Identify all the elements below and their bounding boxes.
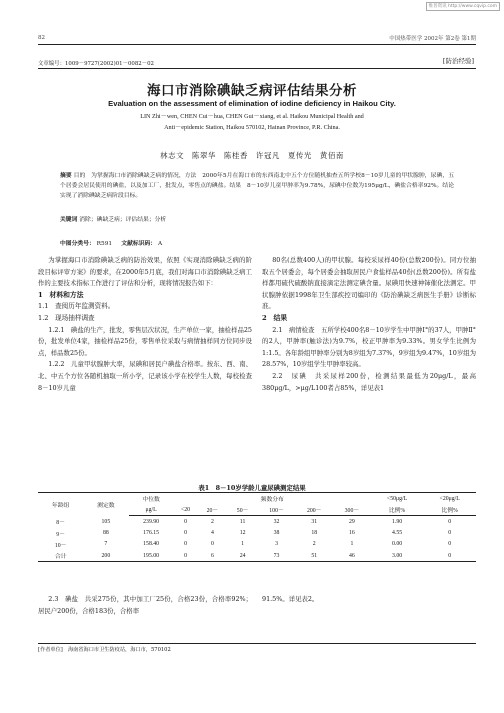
cell-bin: 1 [350,541,354,548]
th-bin: 20－ [197,504,227,516]
doc-code-value: A [157,241,163,247]
paragraph-1-2-2: 1.2.2 儿童甲状腺肿大率，尿碘和居民户碘盐合格率。按东、西、南、北、中五个方位各随机抽取一所小学，记录该小学在校学生人数，每校检查8－10岁儿童 [38,360,252,392]
body-after-table-left [38,594,252,617]
journal-info: 中国热带医学 2002年 第2卷 第1期 [389,35,476,42]
body-after-table-right [262,594,476,606]
cell-p50: 4.55 [391,530,403,537]
abstract [60,171,460,202]
cell-p50: 3.00 [371,550,424,562]
heading-methods: 1 材料和方法 [38,290,84,299]
authors-english: LIN Zhi－wen, CHEN Cui－hua, CHEN Gui－xiang, et al. Haikou Municipal Health and [140,113,364,120]
cell-age: 8－ [56,520,65,527]
cell-bin: 0 [184,530,187,537]
page-number: 82 [38,34,45,41]
intro-paragraph: 为掌握海口市消除碘缺乏病的防治效果，依照《实现消除碘缺乏病的阶段目标评审方案》的要求，在2000年5月底，我们对海口市消除碘缺乏病工作的主要技术指标工作进行了评估和分析，现将情况报告如下： [38,256,252,288]
th-median: 中位数 [129,493,174,505]
paragraph-1-2-1: 1.2.1 碘盐的生产，批发，零售层次状况，生产单位一家，抽检样品25份，批发单位4家，抽检样品25份，零售单位采取与病情抽样同方位同步设点，样品数25份。 [38,325,252,357]
cell-bin: 12 [239,530,246,537]
abstract-label: 摘要 [60,173,72,179]
paragraph-2-2: 2.2 尿碘 共采尿样200份，检测结果最低为20μg/L，最高380μg/L，>μg/L100者占85%，详见表1 [262,371,476,392]
cell-p20: 0 [448,518,452,525]
cell-median: 239.90 [143,518,160,525]
abstract-text: 目的 为掌握海口市消除碘缺乏病的情况，方法 2000年5月在海口市的东西南北中五个方位随机抽查五所学校8－10岁儿童的甲状腺肿，尿碘，五个居委会居民使用的碘盐，以及加工厂，批发点，零售点的碘盐。结果 8－10岁儿童甲肿率为9.78%，尿碘中位数为195μg/L，碘盐合格率92%。结论 实现了消除碘缺乏病阶段目标。 [60,173,460,200]
cell-p20: 0 [448,541,452,548]
cell-median: 176.15 [143,530,160,537]
author-affiliation-footnote: [作者单位] 海南省海口市卫生防疫站，海口市，570102 [38,643,476,653]
cell-n: 200 [83,550,128,562]
cell-bin: 4 [210,530,214,537]
header-rule [38,44,476,45]
paragraph-2-3: 2.3 碘盐 共采275份，其中加工厂25份，合格23份，合格率92%；居民户200份，合格183份，合格率 [38,595,252,615]
cell-bin: 0 [210,541,214,548]
th-bin: 100－ [258,504,296,516]
table-row-total [38,550,476,562]
cell-bin: 1 [241,541,245,548]
heading-results: 2 结果 [262,313,288,322]
paragraph-continued: 80名(总数400人)的甲状腺。每校采尿样40份(总数200份)。同方位抽取五个居委会，每个居委会抽取居民户食盐样品40份(总数200份)。所有盐样都用硫代硫酸钠直接滴定法测定碘含量。尿碘用快速神铈催化法测定。甲状腺肿依据1998年卫生部疾控司编印的《防治碘缺乏病医生手册》诊断标准。 [262,256,476,311]
th-lt20: <20μg/L [423,493,476,505]
cell-age: 9－ [56,531,65,538]
heading-1-1: 1.1 查阅历年监测资料。 [38,302,115,311]
cell-bin: 18 [311,530,318,537]
th-bin: 50－ [228,504,258,516]
authors-chinese: 林志文 陈翠华 陈桂香 许冠凡 夏传光 黄佰南 [160,151,344,160]
cell-p20: 0 [448,530,452,537]
cell-bin: 29 [349,518,355,525]
th-bin: 300－ [333,504,371,516]
table-row [38,539,476,550]
th-lt50: <50μg/L [371,493,424,505]
th-count: 测定数 [83,493,128,516]
keywords [60,214,454,223]
cell-bin: 46 [333,550,371,562]
section-tag: [防治经验] [442,57,474,65]
th-ratio: 比例% [371,504,424,516]
cell-bin: 32 [273,518,280,525]
cell-bin: 73 [258,550,296,562]
clc-value: R591 [96,241,113,247]
cell-median: 195.00 [129,550,174,562]
paragraph-2-1: 2.1 病情检查 五所学校400名8－10岁学生中甲肿Ⅰ°的37人，甲肿Ⅱ°的2人，甲肿率(触诊法)为9.7%，校正甲肿率为9.33%。男女学生比例为1:1.5。各年龄组甲肿率分别为8岁组为7.37%，9岁组为9.47%，10岁组为28.57%，10岁组学生甲肿率较高。 [262,325,476,369]
doc-code-label: 文献标识码： [121,241,157,247]
cell-bin: 31 [311,518,318,525]
title-chinese: 海口市消除碘缺乏病评估结果分析 [147,83,357,99]
cell-p50: 0.00 [391,541,403,548]
table-row [38,516,476,528]
body-column-left [38,255,252,394]
cell-bin: 11 [239,518,246,525]
body-column-right [262,255,476,394]
cell-bin: 0 [174,550,198,562]
running-header [38,32,476,43]
table-row [38,528,476,539]
paragraph-2-3-cont: 91.5%。详见表2。 [262,595,319,603]
th-age-group: 年龄组 [38,493,83,516]
cell-bin: 0 [184,541,187,548]
th-bin: <20 [174,504,198,516]
classification-line [60,238,454,247]
watermark: 维普资讯 http://www.cqvip.com [426,2,500,11]
clc-label: 中图分类号： [60,241,95,247]
th-ratio2: 比例% [423,504,476,516]
cell-bin: 16 [349,530,355,537]
keywords-label: 关键词 [60,217,78,223]
table-header-row-1 [38,493,476,505]
title-english: Evaluation on the assessment of elimination of iodine deficiency in Haikou City. [108,99,396,108]
cell-bin: 2 [312,541,316,548]
cell-bin: 3 [275,541,278,548]
article-number: 文章编号：1009－9727(2002)01－0082－02 [38,61,154,67]
th-frequency: 频数分布 [174,493,371,505]
urine-iodine-table [38,492,476,562]
cell-bin: 6 [197,550,227,562]
cell-bin: 2 [210,518,214,525]
cell-age: 合计 [38,550,83,562]
keywords-text: 消除；碘缺乏病；评估结果；分析 [79,217,167,223]
th-unit: μg/L [129,504,174,516]
cell-n: 7 [104,541,108,548]
cell-n: 88 [102,530,109,537]
cell-n: 105 [101,518,111,525]
cell-age: 10－ [54,542,67,549]
affiliation-english: Anti－epidemic Station, Haikou 570102, Hainan Province, P.R. China. [164,124,340,131]
cell-bin: 51 [295,550,333,562]
section-rule [38,68,476,69]
cell-p50: 1.90 [391,518,403,525]
th-bin: 200－ [295,504,333,516]
cell-bin: 38 [273,530,280,537]
cell-bin: 24 [228,550,258,562]
heading-1-2: 1.2 现场抽样调查 [38,313,95,322]
cell-bin: 0 [184,518,187,525]
table-caption: 表1 8－10岁学龄儿童尿碘测定结果 [198,484,306,492]
cell-p20: 0 [423,550,476,562]
cell-median: 158.40 [143,541,160,548]
